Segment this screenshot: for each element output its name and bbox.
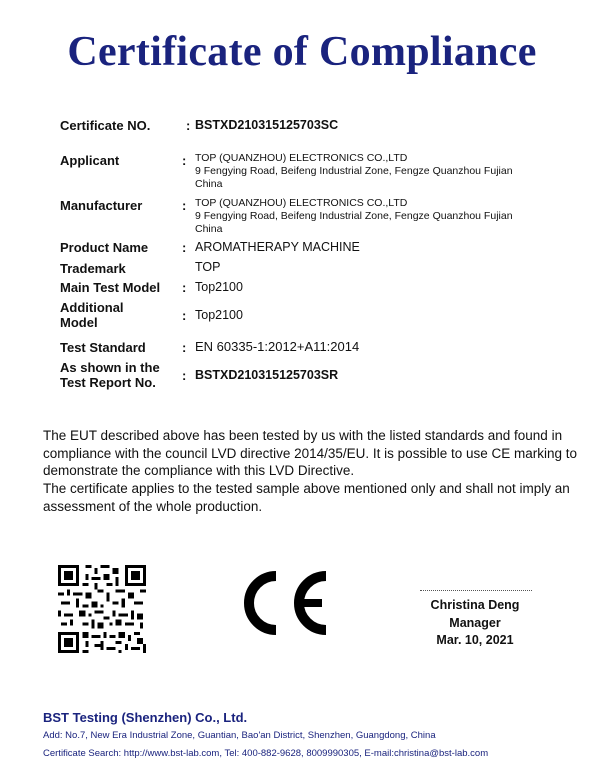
scope-paragraph: The certificate applies to the tested sample above mentioned only and shall not imply an assessment of the whole production. xyxy=(43,481,570,514)
additional-model-label-2: Model xyxy=(60,315,98,330)
main-test-model-label: Main Test Model xyxy=(60,280,161,295)
colon: : xyxy=(182,198,187,213)
additional-model-label-1: Additional xyxy=(60,300,124,315)
manufacturer-address-1: 9 Fengying Road, Beifeng Industrial Zone, Fengze Quanzhou Fujian xyxy=(195,210,513,222)
signature-line xyxy=(420,590,532,591)
applicant-name: TOP (QUANZHOU) ELECTRONICS CO.,LTD xyxy=(195,152,408,164)
applicant-details xyxy=(195,152,575,191)
test-report-label-1: As shown in the xyxy=(60,360,160,375)
product-name-label: Product Name xyxy=(60,240,149,255)
manufacturer-name: TOP (QUANZHOU) ELECTRONICS CO.,LTD xyxy=(195,197,408,209)
qr-code-icon xyxy=(58,565,146,653)
trademark-value: TOP xyxy=(195,260,221,274)
additional-model-label xyxy=(60,300,124,330)
test-standard-label: Test Standard xyxy=(60,340,146,355)
compliance-paragraph: The EUT described above has been tested by us with the listed standards and found in compliance with the council LVD directive 2014/35/EU. It is possible to use CE marking to demonstrate the compliance with this LVD Directive. xyxy=(43,428,578,478)
applicant-label: Applicant xyxy=(60,153,120,168)
applicant-address-1: 9 Fengying Road, Beifeng Industrial Zone, Fengze Quanzhou Fujian xyxy=(195,165,513,177)
test-standard-value: EN 60335-1:2012+A11:2014 xyxy=(195,339,360,354)
signatory-name: Christina Deng xyxy=(430,598,520,612)
page-title: Certificate of Compliance xyxy=(67,29,537,75)
footer-company: BST Testing (Shenzhen) Co., Ltd. xyxy=(43,710,248,725)
manufacturer-label: Manufacturer xyxy=(60,198,143,213)
colon: : xyxy=(182,280,187,295)
colon: : xyxy=(182,240,187,255)
test-report-label xyxy=(60,360,160,390)
test-report-value: BSTXD210315125703SR xyxy=(195,368,339,382)
colon: : xyxy=(182,368,187,383)
ce-mark-icon xyxy=(240,570,332,636)
colon: : xyxy=(182,340,187,355)
certificate-no-value: BSTXD210315125703SC xyxy=(195,118,339,132)
colon: : xyxy=(182,153,187,168)
signature-date: Mar. 10, 2021 xyxy=(436,633,514,647)
colon: : xyxy=(186,118,191,133)
footer-contact: Certificate Search: http://www.bst-lab.com, Tel: 400-882-9628, 8009990305, E-mail:christina@bst-lab.com xyxy=(43,748,489,759)
test-report-label-2: Test Report No. xyxy=(60,375,156,390)
manufacturer-address-2: China xyxy=(195,223,223,235)
certificate-no-label: Certificate NO. xyxy=(60,118,151,133)
colon: : xyxy=(182,308,187,323)
product-name-value: AROMATHERAPY MACHINE xyxy=(195,240,360,254)
signatory-role: Manager xyxy=(449,616,501,630)
main-test-model-value: Top2100 xyxy=(195,280,243,294)
footer-address: Add: No.7, New Era Industrial Zone, Guantian, Bao'an District, Shenzhen, Guangdong, China xyxy=(43,730,436,741)
additional-model-value: Top2100 xyxy=(195,308,243,322)
applicant-address-2: China xyxy=(195,178,223,190)
trademark-label: Trademark xyxy=(60,261,126,276)
manufacturer-details xyxy=(195,197,575,236)
